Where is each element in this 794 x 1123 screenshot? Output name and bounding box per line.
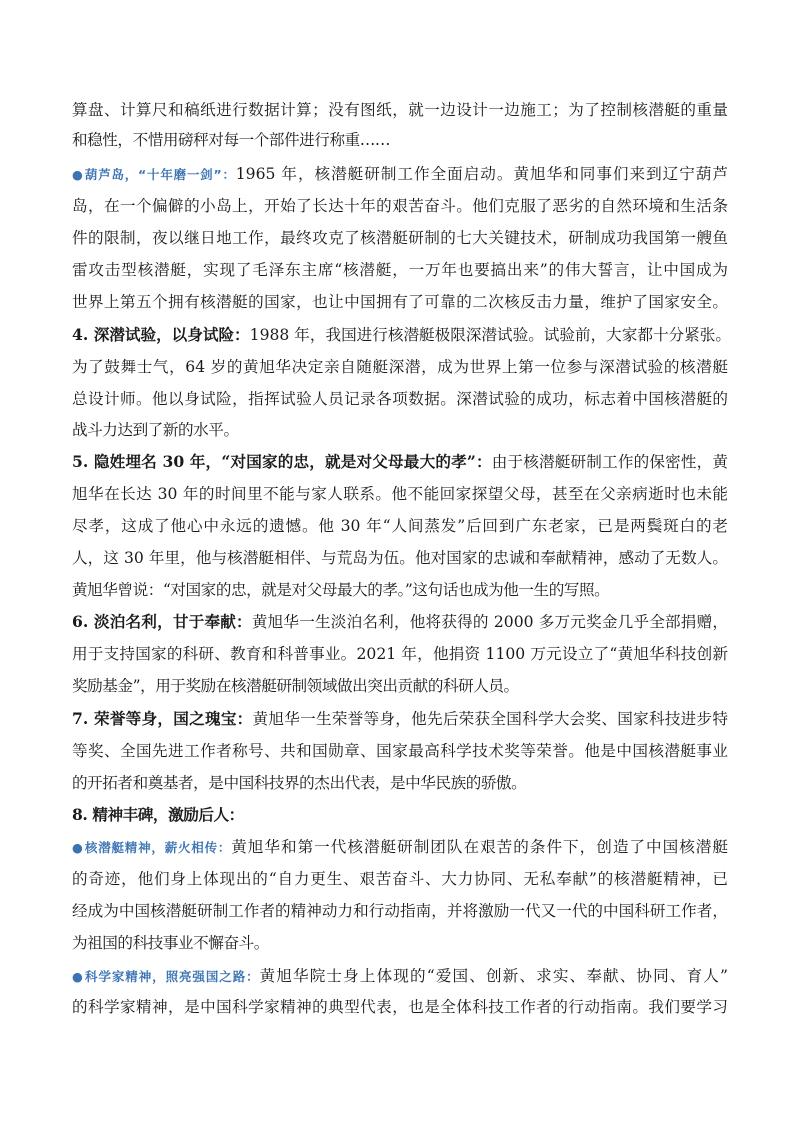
text-line — [72, 768, 526, 798]
text-line — [72, 639, 728, 669]
text-line — [72, 543, 728, 573]
body-text: 世界上第五个拥有核潜艇的国家，也让中国拥有了可靠的二次核反击力量，维护了国家安全。 — [72, 293, 728, 311]
text-line — [72, 255, 728, 285]
body-text: 黄旭华一生荣誉等身，他先后荣获全国科学大会奖、国家科技进步特 — [252, 710, 728, 728]
text-line — [72, 125, 390, 155]
body-text: 的科学家精神，是中国科学家精神的典型代表，也是全体科技工作者的行动指南。我们要学习 — [72, 998, 728, 1016]
text-line — [72, 223, 728, 253]
text-line — [72, 95, 728, 125]
bullet-icon: ● — [72, 167, 84, 182]
body-text: 总设计师。他以身试险，指挥试验人员记录各项数据。深潜试验的成功，标志着中国核潜艇的 — [72, 390, 728, 408]
body-text: 奖励基金”，用于奖励在核潜艇研制领域做出突出贡献的科研人员。 — [72, 677, 519, 695]
body-text: 人，这 30 年里，他与核潜艇相伴、与荒岛为伍。他对国家的忠诚和奉献精神，感动了无数人。 — [72, 549, 728, 567]
text-line — [72, 384, 728, 414]
body-text: 件的限制，夜以继日地工作，最终攻克了核潜艇研制的七大关键技术，研制成功我国第一艘鱼 — [72, 229, 728, 247]
body-text: 1965 年，核潜艇研制工作全面启动。黄旭华和同事们来到辽宁葫芦 — [235, 165, 728, 183]
section-heading: 7. 荣誉等身，国之瑰宝： — [72, 709, 253, 728]
body-text: 尽孝，这成了他心中永远的遗憾。他 30 年“人间蒸发”后回到广东老家，已是两鬓斑白的老 — [72, 517, 728, 535]
text-line — [72, 415, 239, 445]
body-text: 算盘、计算尺和稿纸进行数据计算；没有图纸，就一边设计一边施工；为了控制核潜艇的重量 — [72, 101, 728, 119]
body-text: 战斗力达到了新的水平。 — [72, 421, 239, 439]
text-line — [72, 992, 728, 1022]
text-line — [72, 961, 728, 991]
body-text: 由于核潜艇研制工作的保密性，黄 — [491, 453, 728, 471]
body-text: 用于支持国家的科研、教育和科普事业。2021 年，他捐资 1100 万元设立了“黄旭华科技创新 — [72, 645, 728, 663]
body-text: 经成为中国核潜艇研制工作者的精神动力和行动指南，并将激励一代又一代的中国科研工作者， — [72, 902, 728, 920]
body-text: 1988 年，我国进行核潜艇极限深潜试验。试验前，大家都十分紧张。 — [249, 326, 731, 344]
text-line — [72, 447, 728, 477]
text-line — [72, 864, 728, 894]
body-text: 旭华在长达 30 年的时间里不能与家人联系。他不能回家探望父母，甚至在父亲病逝时也未能 — [72, 485, 728, 503]
text-line — [72, 704, 728, 734]
text-line — [72, 607, 728, 637]
section-heading: 6. 淡泊名利，甘于奉献： — [72, 612, 252, 631]
text-line — [72, 800, 244, 830]
body-text: 等奖、全国先进工作者称号、共和国勋章、国家最高科学技术奖等荣誉。他是中国核潜艇事业 — [72, 742, 728, 760]
subheading-label: 葫芦岛，“十年磨一剑”： — [84, 167, 236, 182]
subheading-label: 核潜艇精神，薪火相传： — [84, 840, 232, 855]
body-text: 岛，在一个偏僻的小岛上，开始了长达十年的艰苦奋斗。他们克服了恶劣的自然环境和生活条 — [72, 197, 728, 215]
text-line — [72, 736, 728, 766]
body-text: 的奇迹，他们身上体现出的“自力更生、艰苦奋斗、大力协同、无私奉献”的核潜艇精神，已 — [72, 870, 728, 888]
text-line — [72, 352, 728, 382]
text-line — [72, 320, 731, 350]
section-heading: 5. 隐姓埋名 30 年，“对国家的忠，就是对父母最大的孝”： — [72, 452, 492, 471]
text-line — [72, 511, 728, 541]
body-text: 黄旭华和第一代核潜艇研制团队在艰苦的条件下，创造了中国核潜艇 — [231, 838, 728, 856]
body-text: 为了鼓舞士气，64 岁的黄旭华决定亲自随艇深潜，成为世界上第一位参与深潜试验的核潜艇 — [72, 358, 728, 376]
body-text: 雷攻击型核潜艇，实现了毛泽东主席“核潜艇，一万年也要搞出来”的伟大誓言，让中国成为 — [72, 261, 728, 279]
section-heading: 8. 精神丰碑，激励后人： — [72, 805, 244, 824]
text-line — [72, 671, 519, 701]
body-text: 黄旭华曾说：“对国家的忠，就是对父母最大的孝。”这句话也成为他一生的写照。 — [72, 581, 610, 599]
text-line — [72, 479, 728, 509]
body-text: 为祖国的科技事业不懈奋斗。 — [72, 934, 269, 952]
bullet-icon: ● — [72, 840, 84, 855]
text-line — [72, 159, 728, 189]
bullet-icon: ● — [72, 969, 85, 984]
body-text: 和稳性，不惜用磅秤对每一个部件进行称重…… — [72, 131, 391, 149]
body-text: 黄旭华一生淡泊名利，他将获得的 2000 多万元奖金几乎全部捐赠， — [251, 613, 728, 631]
text-line — [72, 928, 269, 958]
text-line — [72, 575, 609, 605]
body-text: 的开拓者和奠基者，是中国科技界的杰出代表，是中华民族的骄傲。 — [72, 774, 527, 792]
subheading-label: 科学家精神，照亮强国之路： — [85, 969, 260, 984]
text-line — [72, 832, 728, 862]
text-line — [72, 287, 728, 317]
text-line — [72, 191, 728, 221]
text-line — [72, 896, 728, 926]
section-heading: 4. 深潜试验，以身试险： — [72, 325, 250, 344]
body-text: 黄旭华院士身上体现的“爱国、创新、求实、奉献、协同、育人” — [259, 967, 728, 985]
